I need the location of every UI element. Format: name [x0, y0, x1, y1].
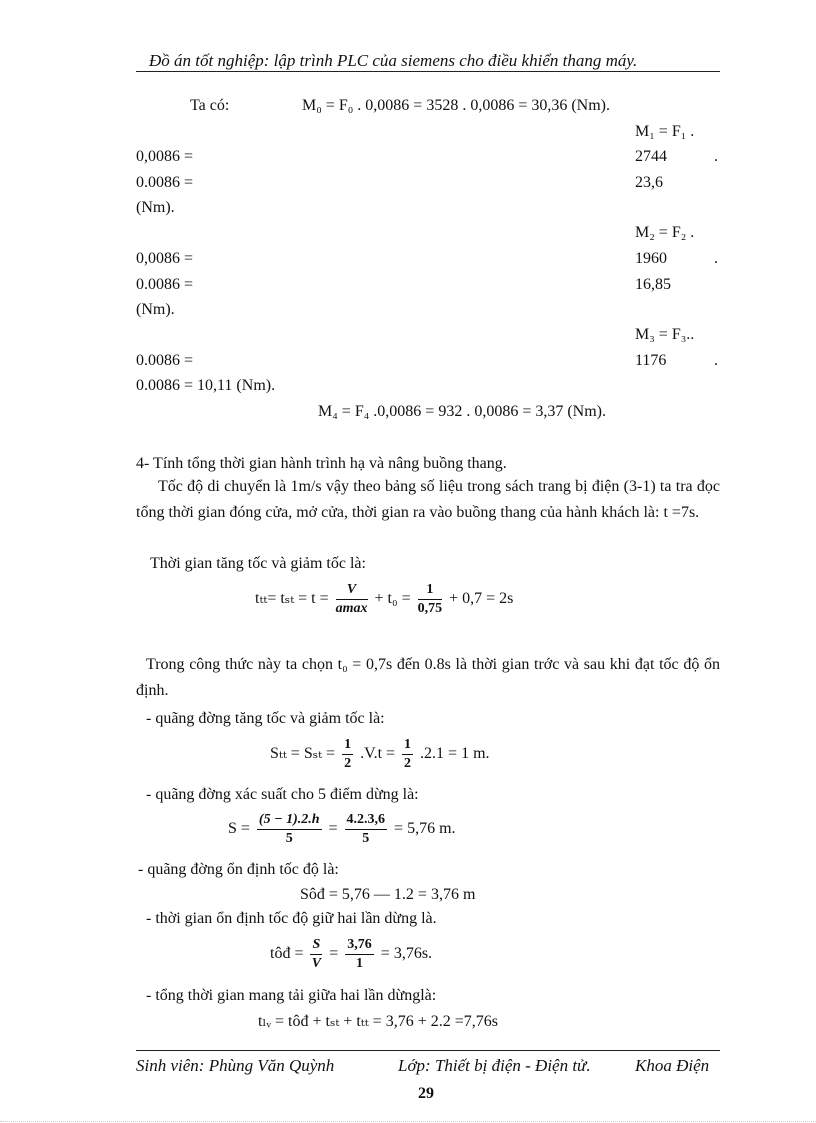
m2-unit: (Nm).	[136, 301, 175, 318]
page-header-title: Đồ án tốt nghiệp: lập trình PLC của siemens cho điều khiển thang máy.	[149, 51, 638, 70]
m2-head: M₂ = F₂ .	[635, 224, 695, 241]
frac-num: (5 − 1).2.h	[257, 812, 322, 830]
footer-rule	[136, 1050, 720, 1051]
m2-left2: 0.0086 =	[136, 276, 194, 293]
m1-result: 23,6	[635, 174, 663, 191]
frac-num: 1	[402, 737, 413, 755]
frac-den: 5	[362, 831, 370, 846]
f1-lhs: Sₜₜ = Sₛₜ =	[270, 745, 336, 763]
item-accel-distance: - quãng đờng tăng tốc và giảm tốc là:	[146, 710, 385, 727]
section-title: 4- Tính tổng thời gian hành trình hạ và nâng buồng thang.	[136, 455, 507, 472]
item-stable-distance: - quãng đờng ổn định tốc độ là:	[138, 861, 339, 878]
m1-left1: 0,0086 =	[136, 148, 194, 165]
footer-class: Lớp: Thiết bị điện - Điện tử.	[398, 1056, 591, 1075]
frac-den: 1	[356, 956, 364, 971]
footer-faculty: Khoa Điện	[635, 1056, 710, 1075]
m1-head: M₁ = F₁ .	[635, 123, 695, 140]
m1-dot: .	[714, 148, 718, 165]
m3-value: 1176	[635, 352, 667, 369]
frac-num: V	[336, 582, 368, 600]
frac-num: 1	[342, 737, 353, 755]
m2-value: 1960	[635, 250, 667, 267]
accel-lhs: tₜₜ= tₛₜ = t =	[255, 590, 329, 608]
header-rule	[136, 71, 720, 72]
formula-s-od: Sôđ = 5,76 — 1.2 = 3,76 m	[300, 886, 476, 903]
footer-student: Sinh viên: Phùng Văn Quỳnh	[136, 1056, 335, 1075]
accel-formula	[255, 582, 513, 617]
frac-den: 2	[404, 756, 412, 771]
accel-tail: + 0,7 = 2s	[449, 590, 514, 608]
page-number: 29	[418, 1085, 434, 1102]
f1-tail: .2.1 = 1 m.	[420, 745, 490, 763]
accel-mid: + t₀ =	[374, 590, 411, 608]
item-stable-time: - thời gian ổn định tốc độ giữ hai lần dừng là.	[146, 910, 437, 927]
fraction-half	[402, 737, 413, 772]
frac-num: 1	[418, 582, 443, 600]
m2-left1: 0,0086 =	[136, 250, 194, 267]
accel-intro: Thời gian tăng tốc và giảm tốc là:	[150, 555, 366, 572]
f2-eq: =	[328, 820, 338, 838]
f4-tail: = 3,76s.	[380, 945, 433, 963]
paragraph-speed: Tốc độ di chuyển là 1m/s vậy theo bảng số liệu trong sách trang bị điện (3-1) ta tra đọc tổng thời gian đóng cửa, mở cửa, thời gian ra vào buồng thang của hành khách là: t =7s.	[136, 478, 720, 521]
m3-head: M₃ = F₃..	[635, 326, 695, 343]
f1-mid: .V.t =	[360, 745, 396, 763]
m2-dot: .	[714, 250, 718, 267]
fraction-v-amax	[336, 582, 368, 617]
m3-line: 0.0086 = 10,11 (Nm).	[136, 377, 276, 394]
frac-den: 0,75	[417, 601, 443, 616]
frac-den: amax	[335, 601, 368, 616]
m3-left1: 0.0086 =	[136, 352, 194, 369]
m1-value: 2744	[635, 148, 667, 165]
fraction-5-1-2h	[257, 812, 322, 847]
fraction-half	[342, 737, 353, 772]
m0-equation: M₀ = F₀ . 0,0086 = 3528 . 0,0086 = 30,36 (Nm).	[302, 97, 611, 114]
item-probable-distance: - quãng đờng xác suất cho 5 điểm dừng là:	[146, 786, 419, 803]
m1-left2: 0.0086 =	[136, 174, 194, 191]
bottom-dotted-border	[0, 1121, 816, 1122]
fraction-4236	[345, 812, 388, 847]
frac-den: V	[311, 956, 322, 971]
frac-den: 5	[285, 831, 293, 846]
f4-eq: =	[329, 945, 339, 963]
frac-num: S	[310, 937, 322, 955]
frac-num: 4.2.3,6	[345, 812, 388, 830]
formula-t-od	[270, 937, 432, 972]
m4-equation: M₄ = F₄ .0,0086 = 932 . 0,0086 = 3,37 (Nm).	[318, 403, 607, 420]
fraction-1-075	[418, 582, 443, 617]
m2-result: 16,85	[635, 276, 671, 293]
frac-den: 2	[344, 756, 352, 771]
formula-t-lv: tₗᵥ = tôđ + tₛₜ + tₜₜ = 3,76 + 2.2 =7,76s	[258, 1013, 498, 1030]
item-total-time: - tổng thời gian mang tải giữa hai lần dừnglà:	[146, 987, 437, 1004]
formula-s-tt	[270, 737, 490, 772]
formula-s-prob	[228, 812, 456, 847]
f2-lhs: S =	[228, 820, 250, 838]
fraction-376-1	[345, 937, 374, 972]
m3-dot: .	[714, 352, 718, 369]
frac-num: 3,76	[345, 937, 374, 955]
paragraph-t0: Trong công thức này ta chọn t₀ = 0,7s đến 0.8s là thời gian trớc và sau khi đạt tốc độ ổn định.	[136, 656, 720, 699]
f2-tail: = 5,76 m.	[394, 820, 456, 838]
m1-unit: (Nm).	[136, 199, 175, 216]
fraction-s-v	[310, 937, 322, 972]
f4-lhs: tôđ =	[270, 945, 304, 963]
ta-co-label: Ta có:	[190, 97, 230, 114]
